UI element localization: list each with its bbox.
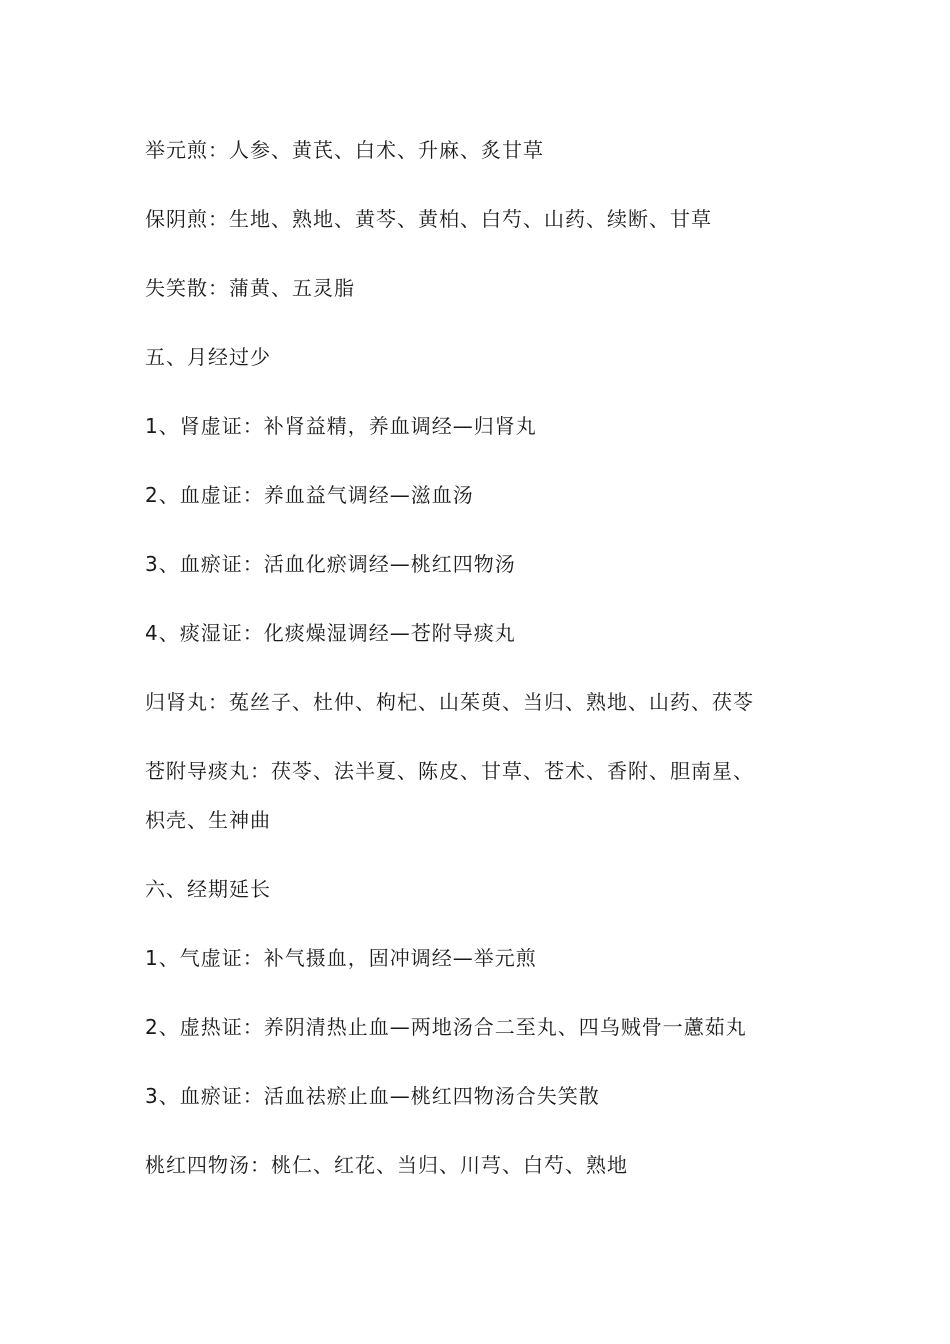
formula-cangfudaotanwan-cont: 枳壳、生神曲 [145, 808, 271, 832]
syndrome-item-2: 2、血虚证：养血益气调经—滋血汤 [145, 483, 474, 507]
syndrome-item-3: 3、血瘀证：活血化瘀调经—桃红四物汤 [145, 552, 516, 576]
formula-taohongsiwutang: 桃红四物汤：桃仁、红花、当归、川芎、白芍、熟地 [145, 1153, 628, 1177]
syndrome-item-4: 4、痰湿证：化痰燥湿调经—苍附导痰丸 [145, 621, 516, 645]
formula-juyuanjian: 举元煎：人参、黄芪、白术、升麻、炙甘草 [145, 138, 544, 162]
syndrome-item-6-2: 2、虚热证：养阴清热止血—两地汤合二至丸、四乌贼骨一藘茹丸 [145, 1015, 747, 1039]
section-heading-6: 六、经期延长 [145, 877, 271, 901]
syndrome-item-6-3: 3、血瘀证：活血祛瘀止血—桃红四物汤合失笑散 [145, 1084, 600, 1108]
formula-shixiaosan: 失笑散：蒲黄、五灵脂 [145, 276, 355, 300]
syndrome-item-6-1: 1、气虚证：补气摄血，固冲调经—举元煎 [145, 946, 537, 970]
section-heading-5: 五、月经过少 [145, 345, 271, 369]
syndrome-item-1: 1、肾虚证：补肾益精，养血调经—归肾丸 [145, 414, 537, 438]
formula-guishenwan: 归肾丸：菟丝子、杜仲、枸杞、山茱萸、当归、熟地、山药、茯苓 [145, 690, 754, 714]
formula-baoyinjian: 保阴煎：生地、熟地、黄芩、黄柏、白芍、山药、续断、甘草 [145, 207, 712, 231]
formula-cangfudaotanwan: 苍附导痰丸：茯苓、法半夏、陈皮、甘草、苍术、香附、胆南星、 [145, 759, 754, 783]
